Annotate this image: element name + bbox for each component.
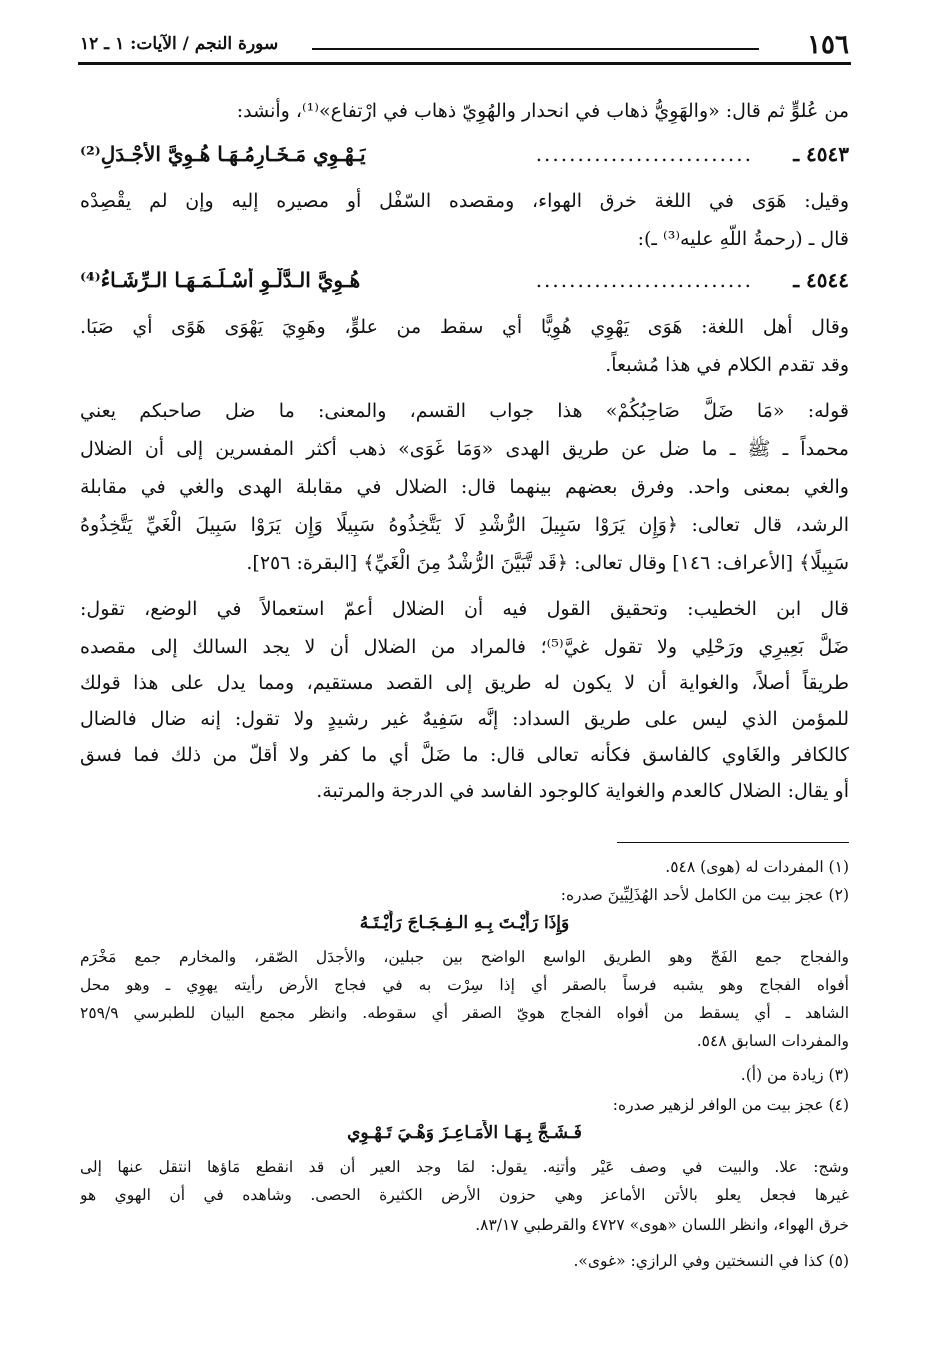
verse-text: هُـوِيَّ الـدَّلْـوِ أَسْـلَـمَـهَـا الـرِّشَـاءُ⁽⁴⁾	[80, 268, 361, 292]
footnote-2: (٢) عجز بيت من الكامل لأحد الهُذَلِيِّينَ صدره:	[560, 886, 849, 904]
footnote-4-line: خرق الهواء، وانظر اللسان «هوى» ٤٧٢٧ والقرطبي ٨٣/١٧.	[475, 1216, 849, 1234]
header-rule	[312, 48, 759, 50]
body-line: ضَلَّ بَعِيرِي ورَحْلِي ولا تقول غيَّ⁽⁵⁾؛ فالمراد من الضلال أن لا يجد السالك إلى مقصده	[80, 636, 849, 658]
footnote-2-line: أفواه الفجاج وهو يشبه فرساً بالصقر أي إذا سِرْت به في فجاج الأرض رأيته يهوِي ـ وهو محل	[80, 976, 849, 994]
verse-4543	[80, 142, 849, 174]
body-line: وقيل: هَوَى في اللغة خرق الهواء، ومقصده السّفْل أو مصيره إليه وإن لم يقْصِدْه	[80, 190, 849, 212]
verse-number: ٤٥٤٣ ـ	[793, 142, 849, 166]
page-header	[80, 30, 849, 62]
footnote-2-line: الشاهد ـ أي يسقط من أفواه الفجاج هويّ الصقر أي سقوطه. وانظر مجمع البيان للطبرسي ٢٥٩/٩	[80, 1004, 849, 1022]
footnote-separator	[617, 842, 849, 843]
body-line: وقال أهل اللغة: هَوَى يَهْوِي هُوِيًّا أي سقط من علوٍّ، وهَوِيَ يَهْوَى هَوًى أي صَبَا.	[80, 316, 849, 338]
footnote-2-verse: وَإِذَا رَأَيْـتَ بِـهِ الـفِـجَـاجَ رَأَيْـتَـهُ	[359, 913, 570, 933]
body-line: والغي بمعنى واحد. وفرق بعضهم بينهما قال: الضلال في مقابلة الهدى والغي في مقابلة	[80, 476, 849, 498]
body-line: طريقاً أصلاً، والغواية أن لا يكون له طريق إلى القصد مستقيم، ومما يدل على هذا قولك	[80, 672, 849, 694]
footnote-1: (١) المفردات له (هوى) ٥٤٨.	[665, 858, 849, 876]
body-line: الرشد، قال تعالى: ﴿وَإِن يَرَوْا سَبِيلَ الرُّشْدِ لَا يَتَّخِذُوهُ سَبِيلًا وَإِن يَرَوْا سَبِيلَ الْغَيِّ يَتَّخِذُوهُ	[80, 514, 849, 536]
running-title: سورة النجم / الآيات: ١ ـ ١٢	[80, 34, 279, 54]
verse-4544	[80, 268, 849, 300]
verse-text: يَـهْـوِي مَـخَـارِمُـهَـا هُـوِيَّ الأَجْـدَلِ⁽²⁾	[80, 142, 366, 166]
body-line: وقد تقدم الكلام في هذا مُشبعاً.	[605, 354, 849, 376]
footnote-4-line: غيرها فجعل يعلو بالأتن الأماعز وهي حزون الأرض الكثيرة الحصى. وشاهده في أن الهوي هو	[80, 1186, 849, 1204]
body-line: محمداً ـ ﷺ ـ ما ضل عن طريق الهدى «وَمَا غَوَى» ذهب أكثر المفسرين إلى أن الضلال	[80, 438, 849, 460]
footnote-4: (٤) عجز بيت من الوافر لزهير صدره:	[612, 1096, 849, 1114]
body-line: سَبِيلًا﴾ [الأعراف: ١٤٦] وقال تعالى: ﴿قَد تَّبَيَّنَ الرُّشْدُ مِنَ الْغَيِّ﴾ [البقرة: ٢٥٦].	[246, 552, 849, 574]
footnote-5: (٥) كذا في النسختين وفي الرازي: «غوى».	[573, 1252, 849, 1270]
header-underline	[78, 62, 851, 65]
footnote-3: (٣) زيادة من (أ).	[740, 1066, 849, 1084]
body-line: أو يقال: الضلال كالعدم والغواية كالوجود الفاسد في الدرجة والمرتبة.	[316, 780, 849, 802]
footnote-4-verse: فَـشَـجَّ بِـهَـا الأَمَـاعِـزَ وَهْـيَ تَـهْـوِي	[347, 1123, 582, 1143]
body-line: من عُلوٍّ ثم قال: «والهَوِيُّ ذهاب في انحدار والهُوِيّ ذهاب في ارْتفاع»⁽¹⁾، وأنشد:	[236, 100, 849, 122]
body-line: قوله: «مَا ضَلَّ صَاحِبُكُمْ» هذا جواب القسم، والمعنى: ما ضل صاحبكم يعني	[80, 400, 849, 422]
verse-dots: ..........................	[535, 268, 753, 292]
body-line: قال ابن الخطيب: وتحقيق القول فيه أن الضلال أعمّ استعمالاً في الوضع، تقول:	[80, 598, 849, 620]
body-line: قال ـ (رحمةُ اللّهِ عليه⁽³⁾ ـ):	[637, 228, 849, 250]
footnote-4-line: وشج: علا. والبيت في وصف عَيْر وأتنِه. يقول: لمَا وجد العير أن قد انقطع مَاؤها انتقل عنها إلى	[80, 1158, 849, 1176]
verse-number: ٤٥٤٤ ـ	[793, 268, 849, 292]
body-line: كالكافر والغَاوي كالفاسق فكأنه تعالى قال: ما ضَلَّ أي ما كفر ولا أقلّ من ذلك فما فسق	[80, 744, 849, 766]
body-line: للمؤمن الذي ليس على طريق السداد: إنَّه سَفِيهٌ غير رشيدٍ ولا تقول: إنه ضال فالضال	[80, 708, 849, 730]
page-number: ١٥٦	[807, 30, 849, 60]
footnote-2-line: والمفردات السابق ٥٤٨.	[696, 1032, 849, 1050]
verse-dots: ..........................	[535, 142, 753, 166]
footnote-2-line: والفجاج جمع الفَجّ وهو الطريق الواسع الواضح بين جبلين، والأجدَل الصّقر، والمخارم جمع مَخْرَم	[80, 948, 849, 966]
